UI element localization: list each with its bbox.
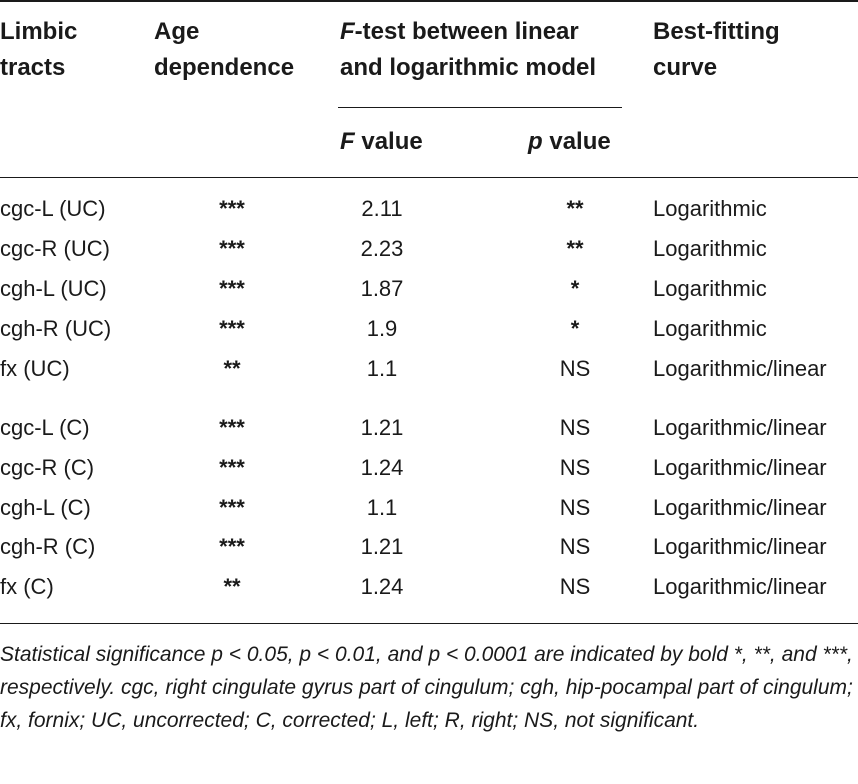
header-limbic-line2: tracts xyxy=(0,54,66,81)
f-value-cell: 2.11 xyxy=(361,196,403,221)
p-value-cell: NS xyxy=(559,574,591,599)
p-value-cell: ** xyxy=(566,236,584,261)
f-value-cell: 1.9 xyxy=(366,316,398,341)
p-value-cell: NS xyxy=(559,356,591,381)
tract-cell: cgc-L (C) xyxy=(0,415,90,440)
p-value-cell: * xyxy=(570,316,580,341)
header-age-line1: Age xyxy=(154,18,200,45)
curve-cell: Logarithmic xyxy=(653,196,767,221)
tract-cell: cgh-L (UC) xyxy=(0,276,107,301)
curve-cell: Logarithmic/linear xyxy=(653,534,827,559)
tract-cell: cgc-R (C) xyxy=(0,455,95,480)
tract-cell: cgc-R (UC) xyxy=(0,236,110,261)
header-ftest-f: F xyxy=(340,18,355,45)
curve-cell: Logarithmic/linear xyxy=(653,356,827,381)
p-value-cell: * xyxy=(570,276,580,301)
subheader-p-italic: p xyxy=(528,128,543,155)
table-bottom-rule xyxy=(0,623,858,624)
top-rule xyxy=(0,0,858,2)
tract-cell: cgh-R (UC) xyxy=(0,316,112,341)
curve-cell: Logarithmic xyxy=(653,236,767,261)
subheader-f-rest: value xyxy=(354,128,423,155)
header-best-fitting xyxy=(653,14,780,86)
f-value-cell: 1.87 xyxy=(360,276,404,301)
age-dependence-cell: *** xyxy=(219,276,245,301)
age-dependence-cell: ** xyxy=(223,574,241,599)
p-value-cell: NS xyxy=(559,415,591,440)
age-dependence-cell: *** xyxy=(219,236,245,261)
p-value-cell: ** xyxy=(566,196,584,221)
p-value-cell: NS xyxy=(559,455,591,480)
tract-cell: fx (UC) xyxy=(0,356,70,381)
age-dependence-cell: *** xyxy=(219,495,245,520)
tract-cell: cgh-L (C) xyxy=(0,495,91,520)
age-dependence-cell: *** xyxy=(219,455,245,480)
age-dependence-cell: *** xyxy=(219,534,245,559)
f-value-cell: 1.24 xyxy=(360,574,404,599)
header-bottom-rule xyxy=(0,177,858,178)
header-age-line2: dependence xyxy=(154,54,295,81)
age-dependence-cell: *** xyxy=(219,316,245,341)
curve-cell: Logarithmic/linear xyxy=(653,455,827,480)
subheader-f-value xyxy=(340,124,423,160)
header-limbic-line1: Limbic xyxy=(0,18,78,45)
header-ftest xyxy=(340,14,596,86)
subheader-f-italic: F xyxy=(340,128,355,155)
header-best-line1: Best-fitting xyxy=(653,18,780,45)
f-value-cell: 1.1 xyxy=(366,356,398,381)
table-footnote: Statistical significance p < 0.05, p < 0.01, and p < 0.0001 are indicated by bold *, **, and ***, respectively. cgc, right cingulate gyrus part of cingulum; cgh, hip-pocampal part of cingulum; fx, fornix; UC, uncorrected; C, corrected; L, left; R, right; NS, not significant. xyxy=(0,643,853,732)
ftest-span-rule xyxy=(338,107,622,108)
age-dependence-cell: ** xyxy=(223,356,241,381)
tract-cell: cgc-L (UC) xyxy=(0,196,106,221)
header-best-line2: curve xyxy=(653,54,718,81)
subheader-p-value xyxy=(528,124,611,160)
f-value-cell: 2.23 xyxy=(360,236,404,261)
curve-cell: Logarithmic/linear xyxy=(653,495,827,520)
age-dependence-cell: *** xyxy=(219,196,245,221)
f-value-cell: 1.24 xyxy=(360,455,404,480)
curve-cell: Logarithmic/linear xyxy=(653,574,827,599)
tract-cell: cgh-R (C) xyxy=(0,534,96,559)
f-value-cell: 1.21 xyxy=(360,415,404,440)
header-ftest-line2: and logarithmic model xyxy=(340,54,597,81)
f-value-cell: 1.1 xyxy=(366,495,398,520)
tract-cell: fx (C) xyxy=(0,574,54,599)
p-value-cell: NS xyxy=(559,495,591,520)
p-value-cell: NS xyxy=(559,534,591,559)
curve-cell: Logarithmic/linear xyxy=(653,415,827,440)
header-ftest-line1 xyxy=(340,14,596,50)
curve-cell: Logarithmic xyxy=(653,276,767,301)
f-value-cell: 1.21 xyxy=(360,534,404,559)
curve-cell: Logarithmic xyxy=(653,316,767,341)
subheader-p-rest: value xyxy=(542,128,611,155)
header-ftest-line1-rest: -test between linear xyxy=(354,18,579,45)
header-age-dependence xyxy=(154,14,294,86)
header-limbic-tracts xyxy=(0,14,77,86)
age-dependence-cell: *** xyxy=(219,415,245,440)
